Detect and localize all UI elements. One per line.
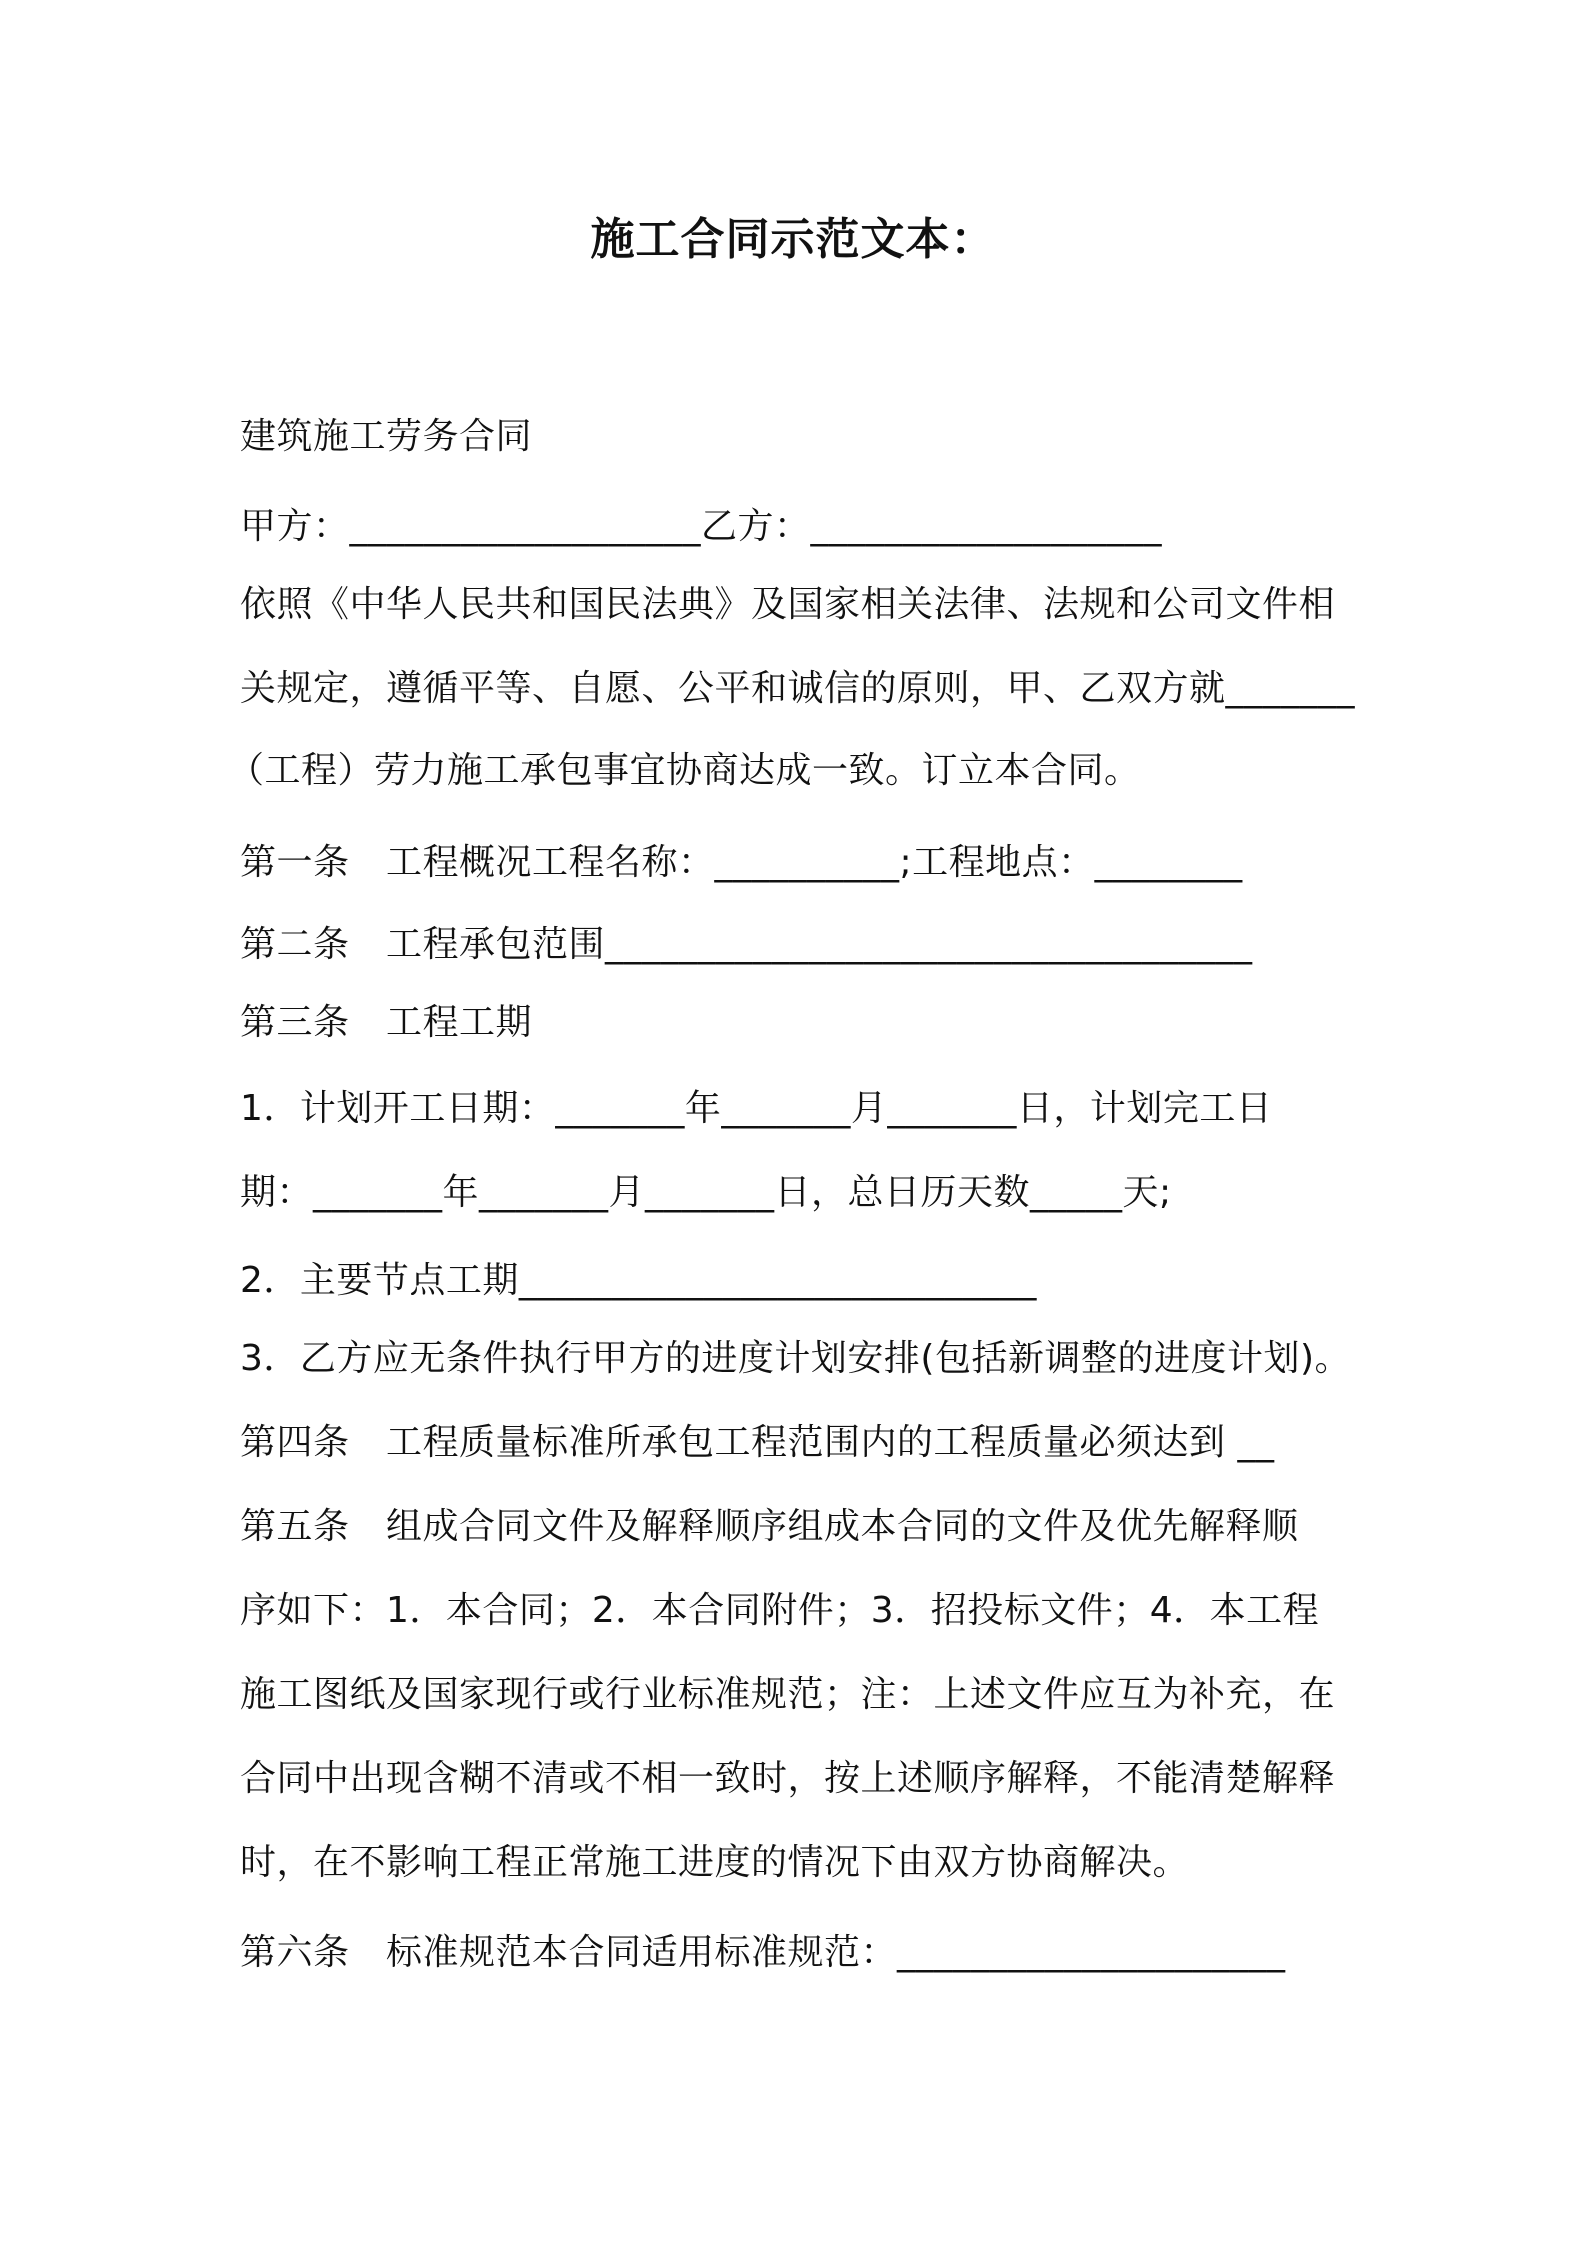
article-3-item-2: 2．主要节点工期____________________________ (240, 1260, 1037, 1301)
article-1: 第一条 工程概况工程名称：__________;工程地点：________ (240, 842, 1243, 883)
article-3-item-3: 3．乙方应无条件执行甲方的进度计划安排(包括新调整的进度计划)。 (240, 1338, 1351, 1379)
article-3-item-1-line-1: 1．计划开工日期：_______年_______月_______日，计划完工日 (240, 1088, 1273, 1129)
document-title: 施工合同示范文本： (590, 214, 996, 265)
article-4: 第四条 工程质量标准所承包工程范围内的工程质量必须达到 __ (240, 1422, 1275, 1463)
article-5-line-1: 第五条 组成合同文件及解释顺序组成本合同的文件及优先解释顺 (240, 1506, 1299, 1547)
parties-line: 甲方：___________________乙方：___________________ (240, 506, 1163, 547)
article-5-line-4: 合同中出现含糊不清或不相一致时，按上述顺序解释，不能清楚解释 (240, 1758, 1336, 1799)
preamble-line-3: （工程）劳力施工承包事宜协商达成一致。订立本合同。 (228, 750, 1141, 791)
article-5-line-2: 序如下：1．本合同；2．本合同附件；3．招投标文件；4．本工程 (240, 1590, 1320, 1631)
preamble-line-2: 关规定，遵循平等、自愿、公平和诚信的原则，甲、乙双方就_______ (240, 668, 1356, 709)
article-5-line-5: 时，在不影响工程正常施工进度的情况下由双方协商解决。 (240, 1842, 1190, 1883)
article-5-line-3: 施工图纸及国家现行或行业标准规范；注：上述文件应互为补充，在 (240, 1674, 1336, 1715)
contract-subtitle: 建筑施工劳务合同 (240, 416, 533, 457)
preamble-line-1: 依照《中华人民共和国民法典》及国家相关法律、法规和公司文件相 (240, 584, 1336, 625)
article-3: 第三条 工程工期 (240, 1002, 533, 1043)
article-2: 第二条 工程承包范围___________________________________ (240, 924, 1253, 965)
article-6: 第六条 标准规范本合同适用标准规范：_____________________ (240, 1932, 1286, 1973)
article-3-item-1-line-2: 期：_______年_______月_______日，总日历天数_____天; (240, 1172, 1172, 1213)
